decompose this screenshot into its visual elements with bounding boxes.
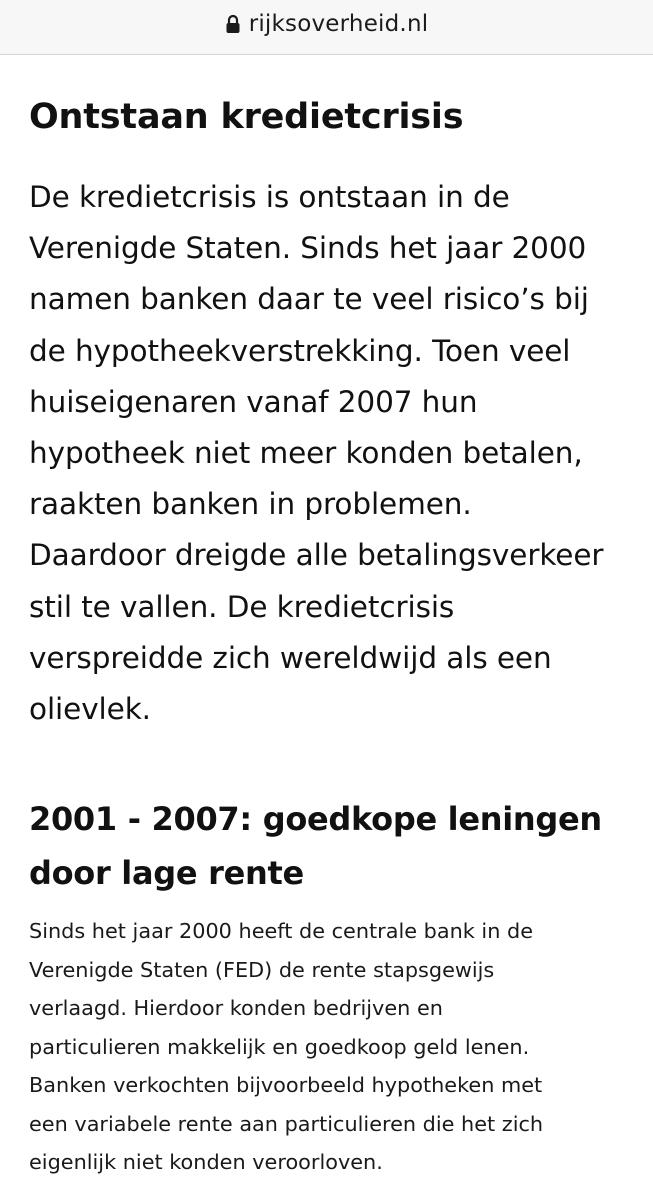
url-text: rijksoverheid.nl [248, 11, 429, 37]
browser-address-bar[interactable] [0, 0, 653, 55]
section-paragraph: De kredietcrisis is ontstaan in de Verenigde Staten. Sinds het jaar 2000 namen banken daar te veel risico’s bij de hypotheekverstrekking. Toen veel huiseigenaren vanaf 2007 hun hypotheek niet meer konden betalen, raakten banken in problemen. Daardoor dreigde alle betalingsverkeer stil te vallen. De kredietcrisis verspreidde zich wereldwijd als een olievlek. [29, 180, 604, 727]
lock-icon [225, 14, 241, 34]
subsection-paragraph: Sinds het jaar 2000 heeft de centrale bank in de Verenigde Staten (FED) de rente stapsgewijs verlaagd. Hierdoor konden bedrijven en particulieren makkelijk en goedkoop geld lenen. Banken verkochten bijvoorbeeld hypotheken met een variabele rente aan particulieren die het zich eigenlijk niet konden veroorloven. [29, 919, 544, 1174]
subsection-heading: 2001 - 2007: goedkope leningen door lage rente [29, 800, 602, 892]
section-heading: Ontstaan kredietcrisis [29, 97, 464, 137]
url-display[interactable] [225, 11, 429, 37]
